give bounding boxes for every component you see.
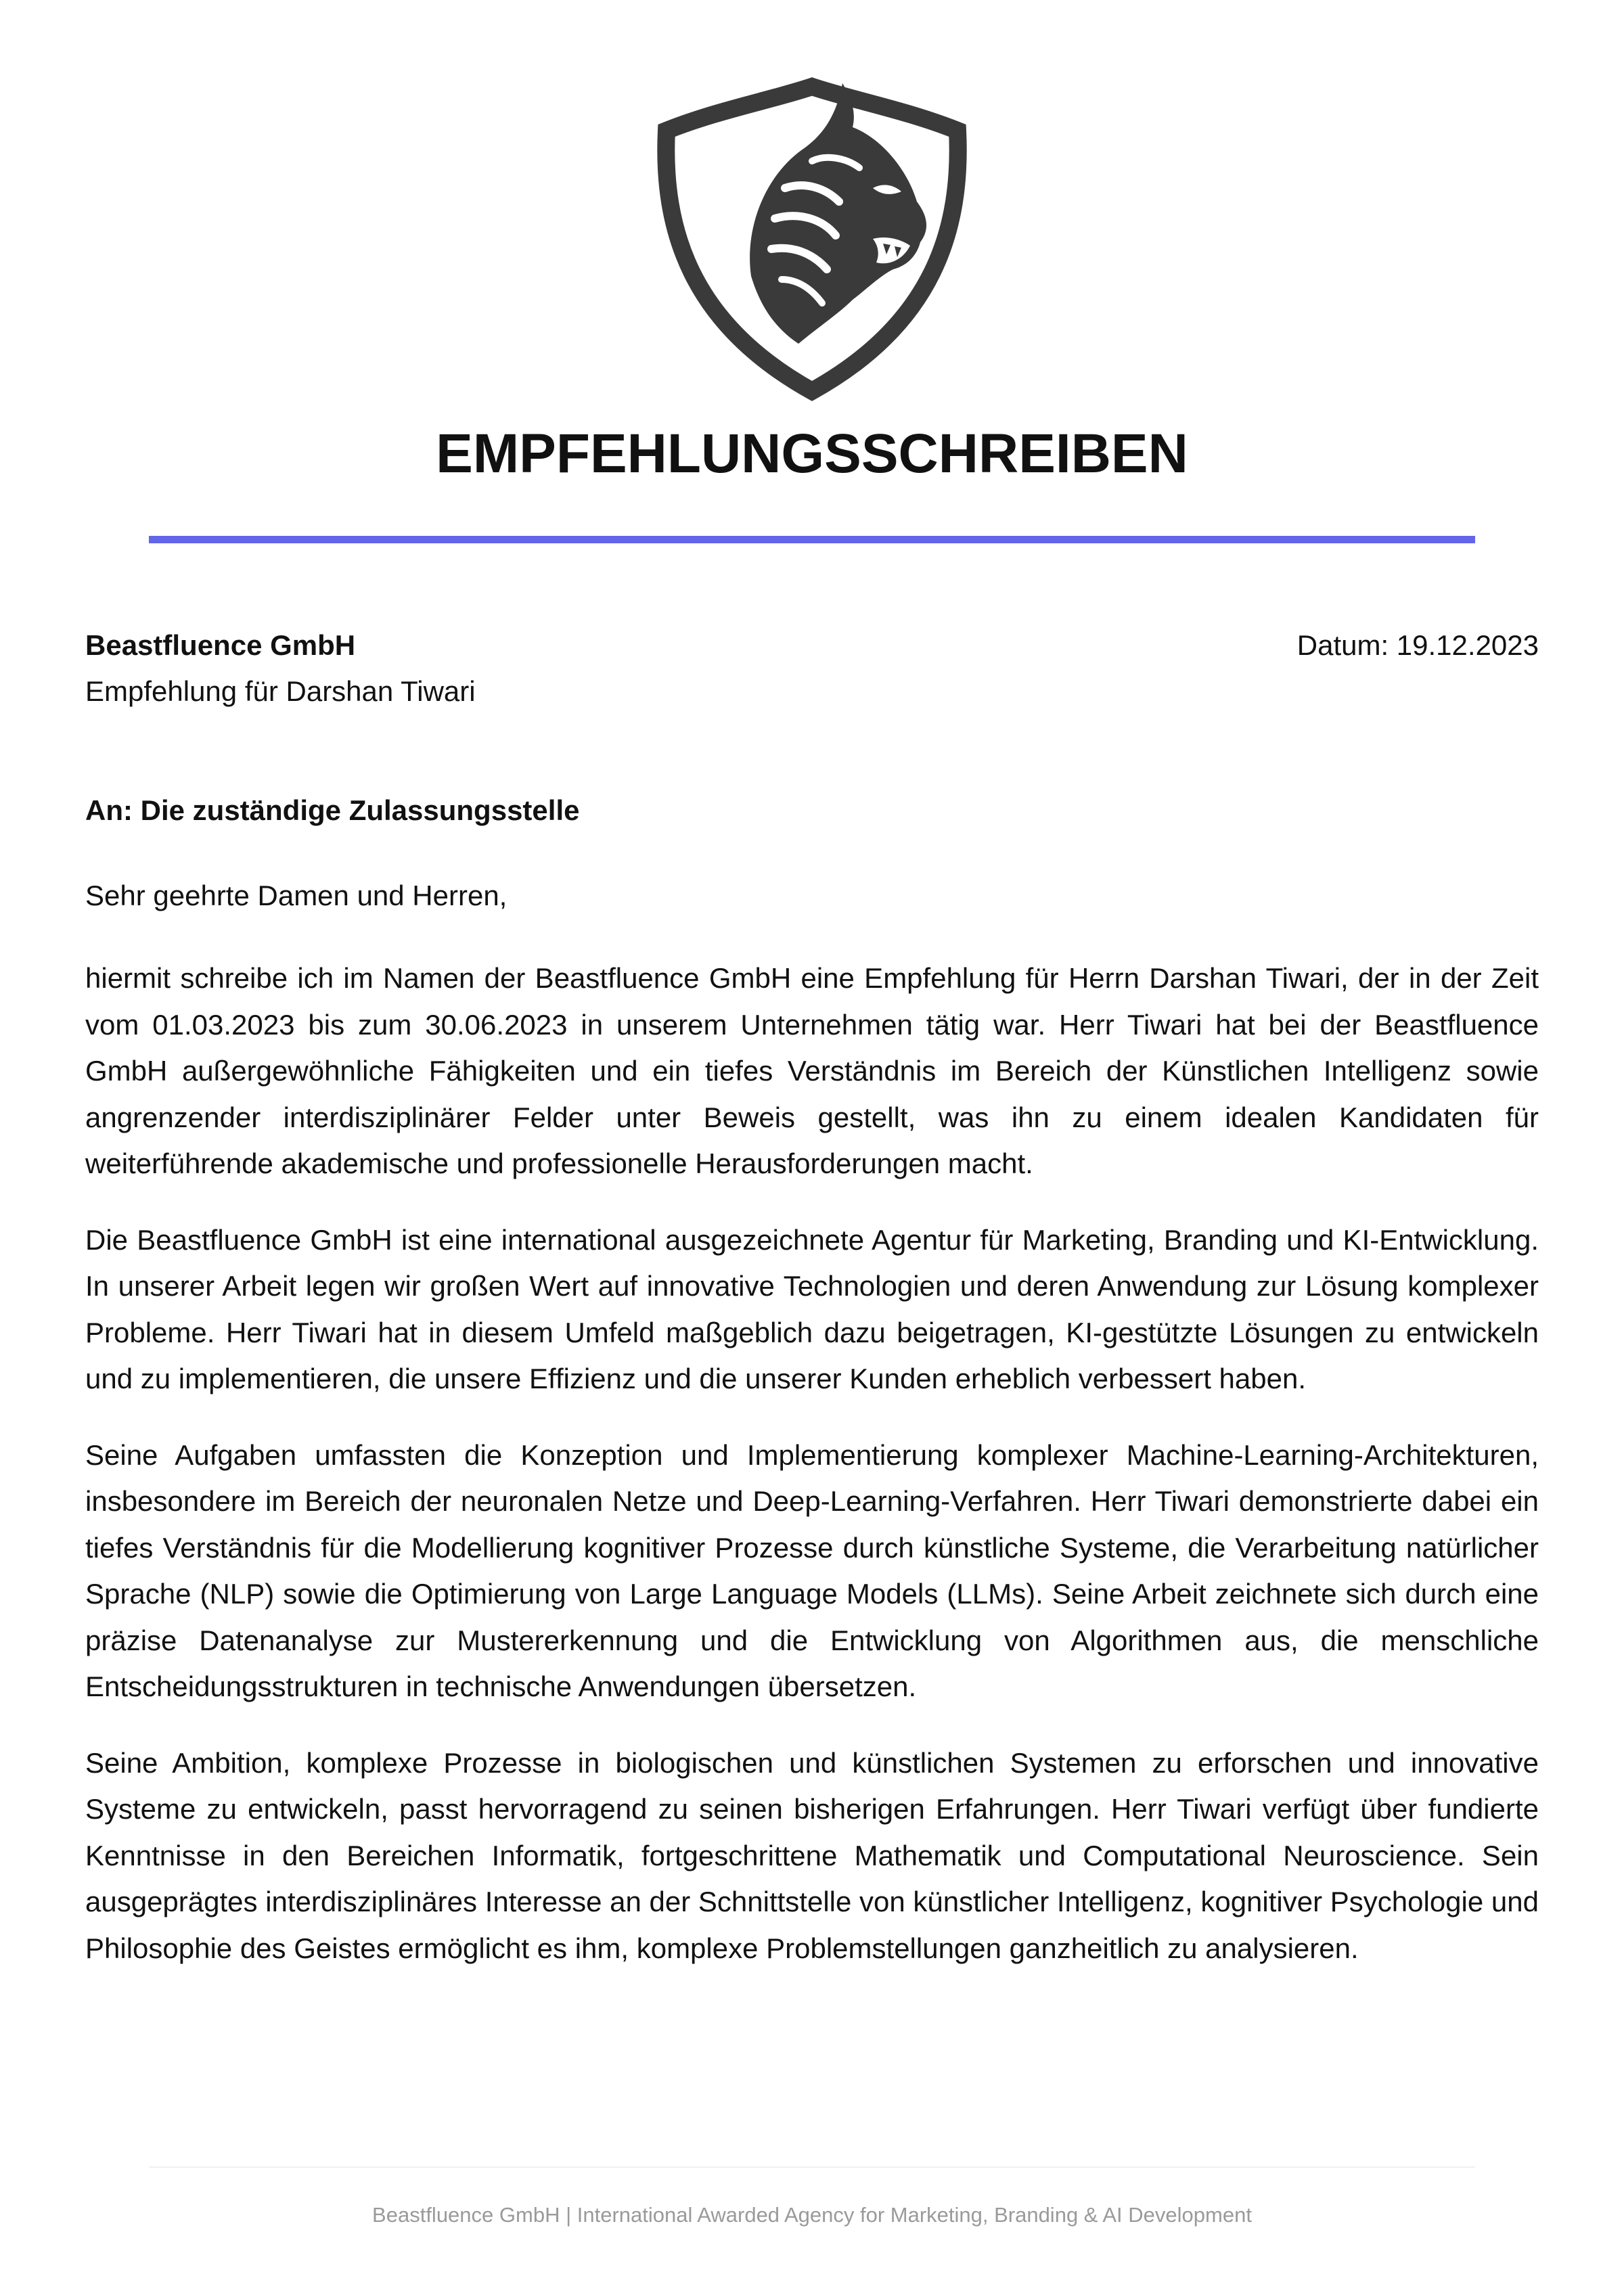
body-paragraph: Die Beastfluence GmbH ist eine international ausgezeichnete Agentur für Marketing, Branding und KI-Entwicklung. In unserer Arbeit legen wir großen Wert auf innovative Technologien und deren Anwendung zur Lösung komplexer Probleme. Herr Tiwari hat in diesem Umfeld maßgeblich dazu beigetragen, KI-gestützte Lösungen zu entwickeln und zu implementieren, die unsere Effizienz und die unserer Kunden erheblich verbessert haben.: [85, 1223, 1539, 1394]
recipient-line: An: Die zuständige Zulassungsstelle: [85, 794, 580, 826]
letter-date: Datum: 19.12.2023: [1296, 629, 1539, 661]
sender-subject: Empfehlung für Darshan Tiwari: [85, 675, 476, 707]
sender-company: Beastfluence GmbH: [85, 629, 356, 661]
salutation: Sehr geehrte Damen und Herren,: [85, 880, 508, 911]
body-paragraph: Seine Ambition, komplexe Prozesse in biologischen und künstlichen Systemen zu erforschen und innovative Systeme zu entwickeln, passt hervorragend zu seinen bisherigen Erfahrungen. Herr Tiwari verfügt über fundierte Kenntnisse in den Bereichen Informatik, fortgeschrittene Mathematik und Computational Neuroscience. Sein ausgeprägtes interdisziplinäres Interesse an der Schnittstelle von künstlicher Intelligenz, kognitiver Psychologie und Philosophie des Geistes ermöglicht es ihm, komplexe Problemstellungen ganzheitlich zu analysieren.: [85, 1746, 1539, 1964]
sender-block: [85, 622, 476, 714]
body-paragraph: Seine Aufgaben umfassten die Konzeption und Implementierung komplexer Machine-Learning-Architekturen, insbesondere im Bereich der neuronalen Netze und Deep-Learning-Verfahren. Herr Tiwari demonstrierte dabei ein tiefes Verständnis für die Modellierung kognitiver Prozesse durch künstliche Systeme, die Verarbeitung natürlicher Sprache (NLP) sowie die Optimierung von Large Language Models (LLMs). Seine Arbeit zeichnete sich durch eine präzise Datenanalyse zur Mustererkennung und die Entwicklung von Algorithmen aus, die menschliche Entscheidungsstrukturen in technische Anwendungen übersetzen.: [85, 1438, 1539, 1702]
letter-body: [85, 955, 1539, 2001]
document-title: EMPFEHLUNGSSCHREIBEN: [436, 423, 1188, 484]
tiger-shield-logo-icon: [650, 73, 974, 403]
title-divider: [149, 536, 1475, 543]
body-paragraph: hiermit schreibe ich im Namen der Beastfluence GmbH eine Empfehlung für Herrn Darshan Tiwari, der in der Zeit vom 01.03.2023 bis zum 30.06.2023 in unserem Unternehmen tätig war. Herr Tiwari hat bei der Beastfluence GmbH außergewöhnliche Fähigkeiten und ein tiefes Verständnis im Bereich der Künstlichen Intelligenz sowie angrenzender interdisziplinärer Felder unter Beweis gestellt, was ihn zu einem idealen Kandidaten für weiterführende akademische und professionelle Herausforderungen macht.: [85, 962, 1539, 1179]
footer-text: Beastfluence GmbH | International Awarded Agency for Marketing, Branding & AI Development: [372, 2203, 1252, 2227]
footer-divider: [149, 2166, 1475, 2168]
